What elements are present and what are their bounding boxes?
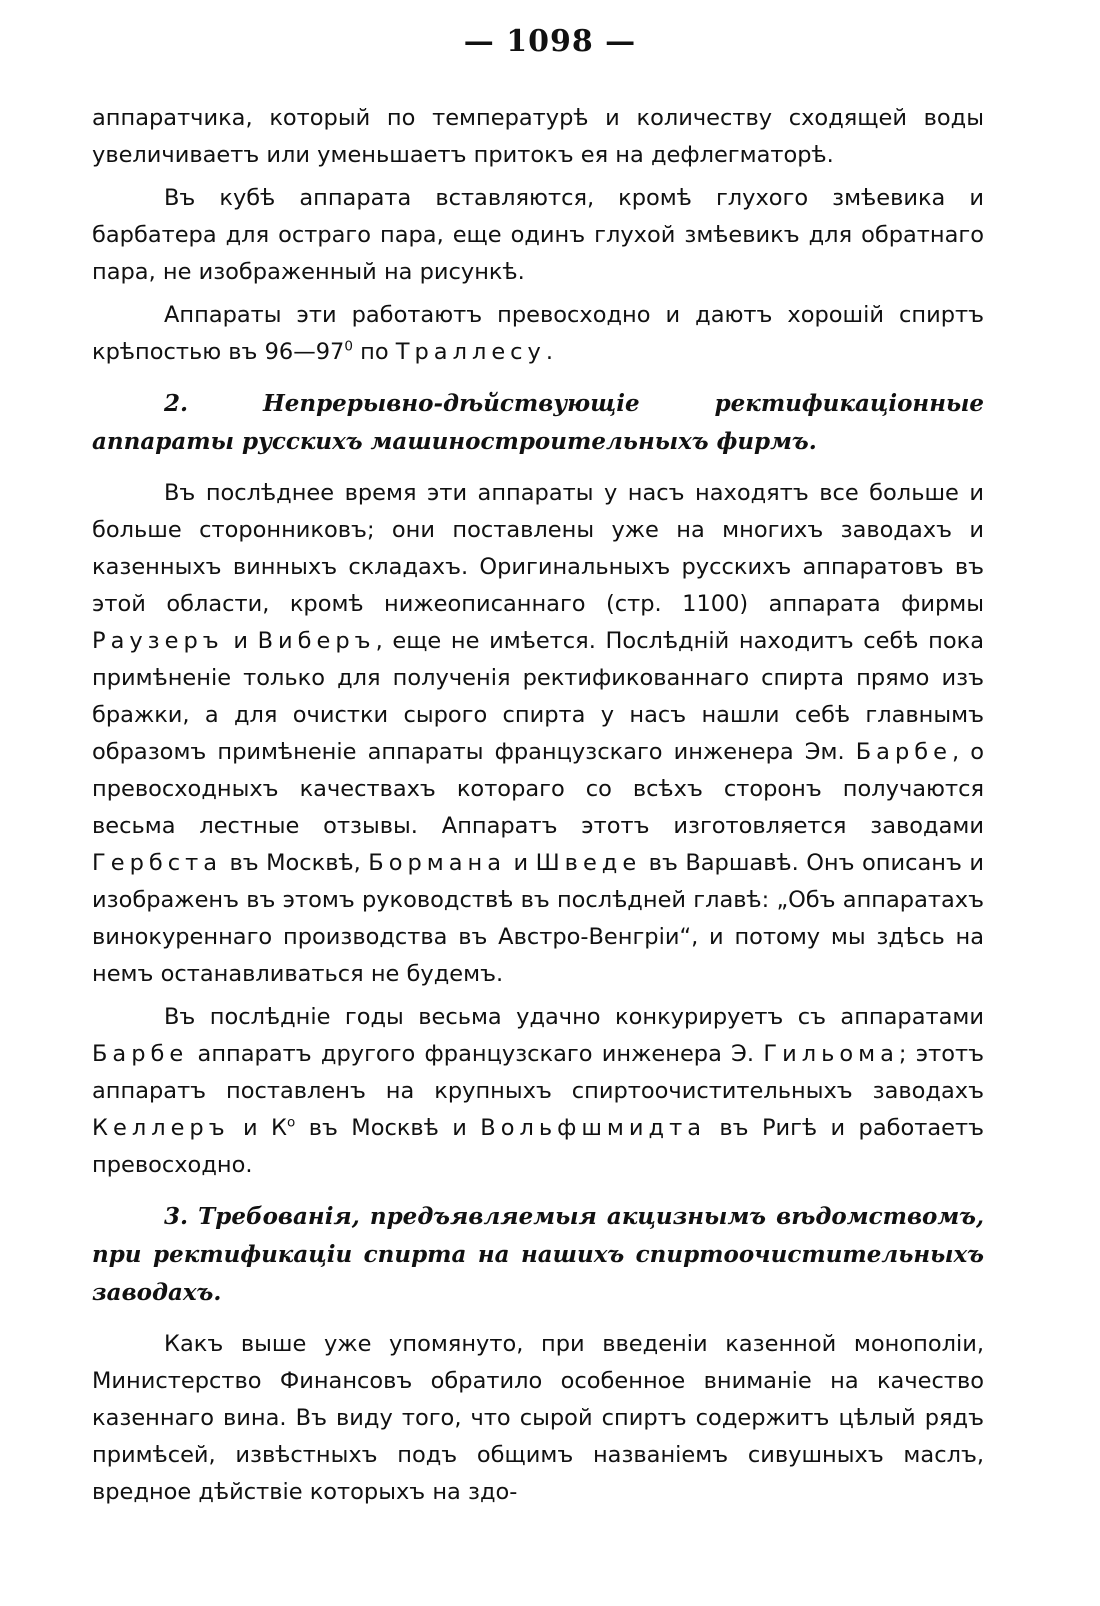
spaced-name: Вольфшмидта: [480, 1115, 706, 1141]
text-segment: въ Москвѣ,: [222, 850, 369, 876]
text-segment: ; этотъ аппаратъ поставленъ на крупныхъ спиртоочистительныхъ заводахъ: [92, 1041, 984, 1104]
spaced-name: Виберъ: [257, 628, 376, 654]
spaced-name: Гильома: [763, 1041, 899, 1067]
text-segment: .: [545, 339, 554, 365]
section-heading: [92, 1198, 984, 1312]
text-segment: Аппараты эти работаютъ превосходно и даютъ хорошiй спиртъ крѣпостью въ 96—97: [92, 302, 984, 365]
paragraph: [92, 180, 984, 291]
text-segment: о: [287, 1114, 296, 1131]
text-segment: и: [506, 850, 536, 876]
text-segment: аппаратъ другого французскаго инженера Э.: [188, 1041, 764, 1067]
text-segment: 0: [344, 338, 353, 355]
paragraph: [92, 999, 984, 1184]
text-segment: по: [352, 339, 396, 365]
paragraph: [92, 475, 984, 993]
spaced-name: Шведе: [535, 850, 642, 876]
text-segment: и: [223, 628, 258, 654]
paragraph: [92, 100, 984, 174]
page-number: — 1098 —: [463, 24, 637, 59]
text-segment: , о превосходныхъ качествахъ котораго со всѣхъ сторонъ получаются весьма лестные отзывы. Аппаратъ этотъ изготовляется заводами: [92, 739, 984, 839]
text-segment: и К: [229, 1115, 288, 1141]
spaced-name: Раузеръ: [92, 628, 224, 654]
text-segment: 3. Требованiя, предъявляемыя акцизнымъ вѣдомствомъ, при ректификацiи спирта на нашихъ спиртоочистительныхъ заводахъ.: [92, 1203, 984, 1306]
section-heading: [92, 385, 984, 461]
spaced-name: Барбе: [92, 1041, 189, 1067]
text-segment: въ Ригѣ и работаетъ превосходно.: [92, 1115, 984, 1178]
paragraph: [92, 1326, 984, 1511]
text-segment: , еще не имѣется. Послѣднiй находитъ себѣ пока примѣненiе только для полученiя ректификованнаго спирта прямо изъ бражки, а для очистки сырого спирта у насъ нашли себѣ главнымъ образомъ примѣненiе аппараты французскаго инженера Эм.: [92, 628, 984, 765]
text-segment: Въ послѣднее время эти аппараты у насъ находятъ все больше и больше сторонниковъ; они поставлены уже на многихъ заводахъ и казенныхъ винныхъ складахъ. Оригинальныхъ русскихъ аппаратовъ въ этой области, кромѣ нижеописаннаго (стр. 1100) аппарата фирмы: [92, 480, 984, 617]
spaced-name: Бормана: [368, 850, 507, 876]
paragraph: [92, 297, 984, 371]
spaced-name: Келлеръ: [92, 1115, 230, 1141]
text-segment: Какъ выше уже упомянуто, при введенiи казенной монополiи, Министерство Финансовъ обратило особенное вниманiе на качество казеннаго вина. Въ виду того, что сырой спиртъ содержитъ цѣлый рядъ примѣсей, извѣстныхъ подъ общимъ названiемъ сивушныхъ маслъ, вредное дѣйствiе которыхъ на здо-: [92, 1331, 984, 1505]
text-segment: въ Варшавѣ. Онъ описанъ и изображенъ въ этомъ руководствѣ въ послѣдней главѣ: „Объ аппаратахъ винокуреннаго производства въ Австро-Венгрiи“, и потому мы здѣсь на немъ останавливаться не будемъ.: [92, 850, 984, 987]
text-segment: 2. Непрерывно-дѣйствующiе ректификацiонные аппараты русскихъ машиностроительныхъ фирмъ.: [92, 390, 984, 455]
body-text: [92, 100, 984, 1517]
text-segment: въ Москвѣ и: [295, 1115, 481, 1141]
spaced-name: Гербста: [92, 850, 222, 876]
spaced-name: Барбе: [855, 739, 952, 765]
text-segment: Въ кубѣ аппарата вставляются, кромѣ глухого змѣевика и барбатера для остраго пара, еще одинъ глухой змѣевикъ для обратнаго пара, не изображенный на рисункѣ.: [92, 185, 984, 285]
spaced-name: Траллесу: [395, 339, 546, 365]
text-segment: Въ послѣднiе годы весьма удачно конкурируетъ съ аппаратами: [164, 1004, 984, 1030]
text-segment: аппаратчика, который по температурѣ и количеству сходящей воды увеличиваетъ или уменьшаетъ притокъ ея на дефлегматорѣ.: [92, 105, 984, 168]
